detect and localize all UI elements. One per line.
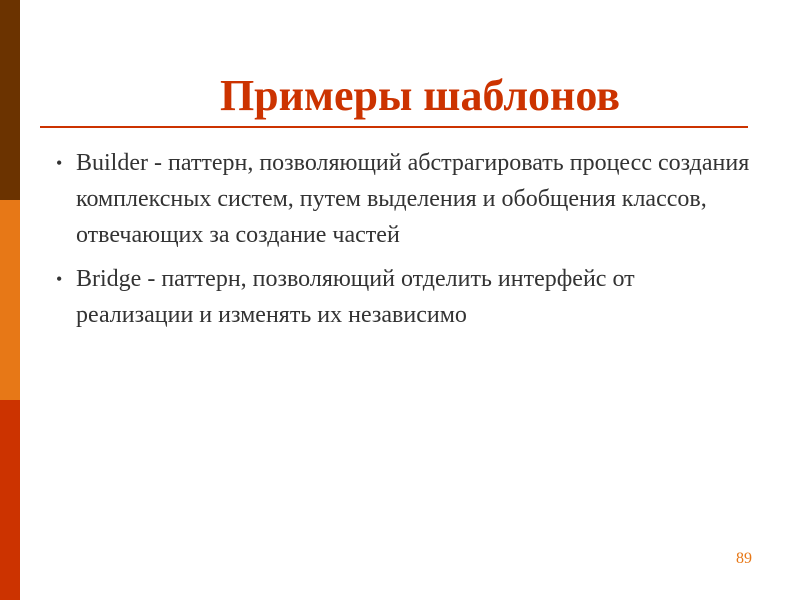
- page-number: 89: [736, 550, 752, 567]
- title-underline: [40, 126, 748, 128]
- bullet-item: [50, 145, 750, 253]
- bullet-text-bridge: Bridge - паттерн, позволяющий отделить интерфейс от реализации и изменять их независимо: [76, 266, 635, 328]
- bullet-dot-icon: •: [56, 153, 63, 173]
- sidebar-segment-bottom: [0, 400, 20, 600]
- sidebar-segment-middle: [0, 200, 20, 400]
- bullet-item: [50, 261, 750, 333]
- sidebar-segment-top: [0, 0, 20, 200]
- slide-title: Примеры шаблонов: [219, 71, 621, 120]
- sidebar-accent-bar: [0, 0, 20, 600]
- bullet-list: [50, 145, 750, 341]
- bullet-text-builder: Builder - паттерн, позволяющий абстрагировать процесс создания комплексных систем, путем выделения и обобщения классов, отвечающих за создание частей: [76, 150, 750, 248]
- bullet-dot-icon: •: [56, 269, 63, 289]
